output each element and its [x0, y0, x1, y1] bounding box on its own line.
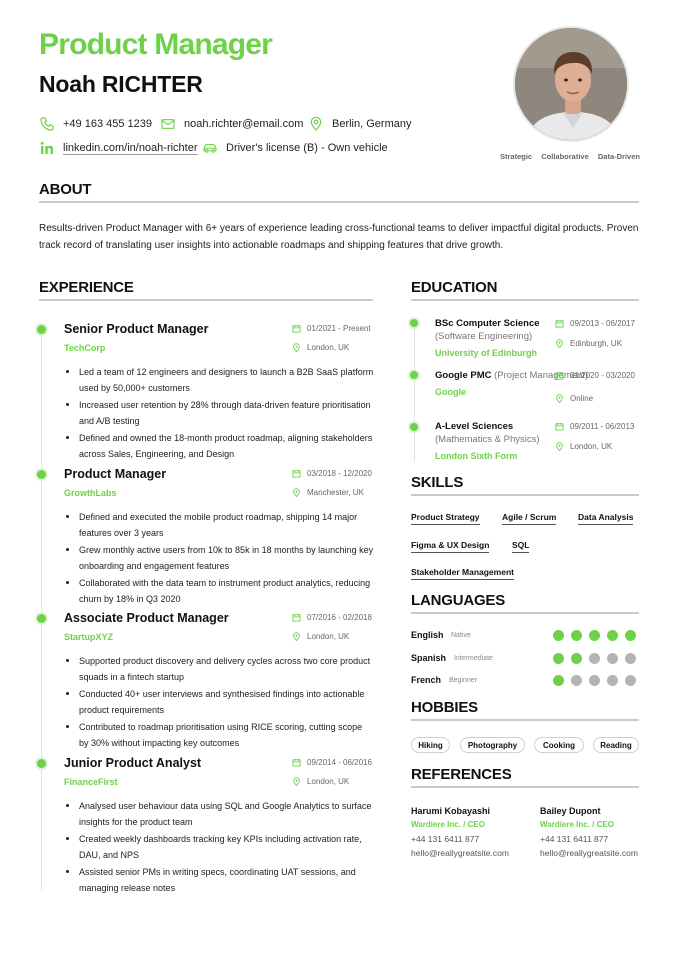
education-dates: 01/2020 - 03/2020: [570, 370, 635, 380]
degree-name: BSc Computer Science: [435, 318, 540, 329]
email-address: noah.richter@email.com: [184, 118, 304, 130]
school-name: Google: [435, 387, 466, 397]
language-row: [411, 675, 641, 687]
rating-dot-filled: [553, 675, 564, 686]
references-divider: [411, 786, 639, 788]
hobbies-heading: HOBBIES: [411, 699, 478, 716]
experience-entry: [64, 611, 374, 752]
bullet-item: Supported product discovery and delivery cycles across two core product squads in a fintech startup: [64, 653, 374, 685]
profile-photo-graphic: [515, 28, 629, 142]
reference-name: Bailey Dupont: [540, 806, 601, 816]
education-location: Online: [570, 393, 594, 403]
resume-job-title: Product Manager: [39, 28, 273, 61]
map-pin-icon: [292, 488, 301, 497]
job-company: TechCorp: [64, 343, 106, 353]
job-role: Junior Product Analyst: [64, 756, 202, 770]
rating-dot-filled: [607, 630, 618, 641]
language-rating: [553, 675, 636, 686]
hobby-tag: Reading: [593, 737, 639, 753]
education-entry: [435, 369, 640, 403]
language-row: [411, 630, 641, 642]
job-company: FinanceFirst: [64, 777, 118, 787]
bullet-item: Contributed to roadmap prioritisation using RICE scoring, cutting scope by 30% without impacting key outcomes: [64, 719, 374, 751]
calendar-icon: [292, 324, 301, 333]
bullet-item: Assisted senior PMs in writing specs, coordinating UAT sessions, and managing release notes: [64, 864, 374, 896]
experience-entry: [64, 756, 374, 897]
calendar-icon: [555, 319, 564, 328]
linkedin-contact[interactable]: [39, 140, 198, 156]
rating-dot-empty: [625, 675, 636, 686]
rating-dot-empty: [607, 675, 618, 686]
calendar-icon: [292, 758, 301, 767]
job-bullets: [64, 798, 374, 896]
job-role: Senior Product Manager: [64, 322, 209, 336]
trait: Strategic: [500, 152, 533, 161]
experience-heading: EXPERIENCE: [39, 279, 134, 296]
license-contact: [202, 140, 388, 156]
language-level: Intermediate: [454, 655, 493, 662]
reference-email: hello@reallygreatsite.com: [540, 848, 638, 858]
location-contact: [308, 116, 411, 132]
education-meta: [555, 420, 634, 460]
experience-timeline: [41, 330, 42, 890]
language-name: French: [411, 675, 442, 685]
reference-phone: +44 131 6411 877: [411, 834, 480, 844]
job-meta: [292, 611, 372, 649]
bullet-item: Led a team of 12 engineers and designers to launch a B2B SaaS platform used by 50,000+ customers: [64, 364, 374, 396]
rating-dot-filled: [553, 653, 564, 664]
hobbies-divider: [411, 719, 639, 721]
candidate-name: Noah RICHTER: [39, 71, 203, 97]
job-location: London, UK: [307, 776, 350, 786]
references-heading: REFERENCES: [411, 766, 512, 783]
map-pin-icon: [292, 343, 301, 352]
trait: Collaborative: [541, 152, 589, 161]
job-dates: 03/2018 - 12/2020: [307, 468, 372, 478]
linkedin-link[interactable]: linkedin.com/in/noah-richter: [63, 142, 198, 154]
experience-entry: [64, 467, 374, 608]
school-name: University of Edinburgh: [435, 348, 538, 358]
bullet-item: Analysed user behaviour data using SQL and Google Analytics to surface insights for the product team: [64, 798, 374, 830]
skill-tag: Agile / Scrum: [502, 512, 556, 525]
license-text: Driver's license (B) - Own vehicle: [226, 142, 388, 154]
hobby-tag: Photography: [460, 737, 525, 753]
language-level: Native: [451, 632, 471, 639]
timeline-dot: [37, 614, 46, 623]
map-pin-icon: [555, 442, 564, 451]
about-divider: [39, 201, 639, 203]
job-company: GrowthLabs: [64, 488, 117, 498]
job-dates: 07/2016 - 02/2018: [307, 612, 372, 622]
profile-photo: [513, 26, 629, 142]
job-meta: [292, 467, 372, 505]
phone-contact: [39, 116, 152, 132]
job-bullets: [64, 364, 374, 462]
skill-tag: Product Strategy: [411, 512, 480, 525]
map-pin-icon: [308, 116, 324, 132]
skill-tag: SQL: [512, 540, 529, 553]
job-location: Manchester, UK: [307, 487, 364, 497]
skills-divider: [411, 494, 639, 496]
degree-detail: (Project Management): [494, 370, 589, 381]
rating-dot-empty: [607, 653, 618, 664]
job-company: StartupXYZ: [64, 632, 114, 642]
job-meta: [292, 756, 372, 794]
mail-icon: [160, 116, 176, 132]
email-contact: [160, 116, 303, 132]
reference-email: hello@reallygreatsite.com: [411, 848, 509, 858]
calendar-icon: [555, 422, 564, 431]
education-divider: [411, 299, 639, 301]
timeline-dot: [410, 423, 418, 431]
language-row: [411, 653, 641, 665]
education-dates: 09/2013 - 06/2017: [570, 318, 635, 328]
timeline-dot: [37, 470, 46, 479]
language-level: Beginner: [449, 677, 478, 684]
degree-name: A-Level Sciences: [435, 421, 514, 432]
education-location: London, UK: [570, 441, 613, 451]
skill-tag: Data Analysis: [578, 512, 633, 525]
rating-dot-filled: [553, 630, 564, 641]
map-pin-icon: [292, 632, 301, 641]
job-role: Product Manager: [64, 467, 167, 481]
phone-icon: [39, 116, 55, 132]
experience-entry: [64, 322, 374, 463]
car-icon: [202, 140, 218, 156]
map-pin-icon: [555, 339, 564, 348]
education-entry: [435, 317, 640, 358]
degree-name: Google PMC: [435, 370, 492, 381]
language-name: Spanish: [411, 653, 447, 663]
languages-heading: LANGUAGES: [411, 592, 506, 609]
phone-number: +49 163 455 1239: [63, 118, 153, 130]
rating-dot-filled: [571, 630, 582, 641]
about-heading: ABOUT: [39, 181, 92, 198]
bullet-item: Conducted 40+ user interviews and synthesised findings into actionable product requirements: [64, 686, 374, 718]
rating-dot-empty: [589, 675, 600, 686]
rating-dot-empty: [625, 653, 636, 664]
languages-divider: [411, 612, 639, 614]
job-bullets: [64, 653, 374, 751]
reference-card: [540, 804, 660, 860]
traits-list: [500, 152, 640, 161]
bullet-item: Defined and owned the 18-month product roadmap, aligning stakeholders across Sales, Engineering, and Design: [64, 430, 374, 462]
job-role: Associate Product Manager: [64, 611, 229, 625]
bullet-item: Created weekly dashboards tracking key KPIs including activation rate, DAU, and NPS: [64, 831, 374, 863]
map-pin-icon: [555, 394, 564, 403]
reference-name: Harumi Kobayashi: [411, 806, 491, 816]
calendar-icon: [555, 371, 564, 380]
about-text: Results-driven Product Manager with 6+ years of experience leading cross-functional teams to deliver impactful digital products. Proven track record of translating user insights into actionable roadmaps and shipping features that drive growth.: [39, 223, 639, 251]
degree-detail: (Software Engineering): [435, 331, 533, 342]
job-location: London, UK: [307, 631, 350, 641]
reference-org: Wardiere Inc. / CEO: [540, 820, 614, 829]
education-dates: 09/2011 - 06/2013: [570, 421, 635, 431]
education-timeline: [414, 322, 415, 462]
bullet-item: Grew monthly active users from 10k to 85k in 18 months by launching key onboarding and engagement features: [64, 542, 374, 574]
degree-detail: (Mathematics & Physics): [435, 434, 540, 445]
map-pin-icon: [292, 777, 301, 786]
trait: Data-Driven: [597, 152, 640, 161]
job-bullets: [64, 509, 374, 607]
education-heading: EDUCATION: [411, 279, 498, 296]
hobby-tag: Hiking: [411, 737, 450, 753]
timeline-dot: [410, 319, 418, 327]
reference-phone: +44 131 6411 877: [540, 834, 609, 844]
language-rating: [553, 630, 636, 641]
rating-dot-empty: [589, 653, 600, 664]
reference-card: [411, 804, 531, 860]
job-dates: 01/2021 - Present: [307, 323, 371, 333]
language-rating: [553, 653, 636, 664]
hobby-tag: Cooking: [534, 737, 584, 753]
experience-divider: [39, 299, 373, 301]
job-dates: 09/2014 - 06/2016: [307, 757, 372, 767]
bullet-item: Collaborated with the data team to instrument product analytics, reducing churn by 18% in Q3 2020: [64, 575, 374, 607]
education-meta: [555, 369, 635, 412]
linkedin-icon: [39, 140, 55, 156]
calendar-icon: [292, 469, 301, 478]
timeline-dot: [37, 759, 46, 768]
education-entry: [435, 420, 640, 461]
timeline-dot: [37, 325, 46, 334]
calendar-icon: [292, 613, 301, 622]
bullet-item: Increased user retention by 28% through data-driven feature prioritisation and A/B testing: [64, 397, 374, 429]
timeline-dot: [410, 371, 418, 379]
school-name: London Sixth Form: [435, 451, 518, 461]
rating-dot-filled: [589, 630, 600, 641]
location-text: Berlin, Germany: [332, 118, 412, 130]
skill-tag: Stakeholder Management: [411, 567, 514, 580]
education-location: Edinburgh, UK: [570, 338, 623, 348]
job-meta: [292, 322, 371, 360]
rating-dot-filled: [625, 630, 636, 641]
job-location: London, UK: [307, 342, 350, 352]
skills-heading: SKILLS: [411, 474, 464, 491]
reference-org: Wardiere Inc. / CEO: [411, 820, 485, 829]
rating-dot-filled: [571, 653, 582, 664]
skill-tag: Figma & UX Design: [411, 540, 489, 553]
bullet-item: Defined and executed the mobile product roadmap, shipping 14 major features over 3 years: [64, 509, 374, 541]
education-meta: [555, 317, 635, 357]
language-name: English: [411, 630, 444, 640]
rating-dot-empty: [571, 675, 582, 686]
